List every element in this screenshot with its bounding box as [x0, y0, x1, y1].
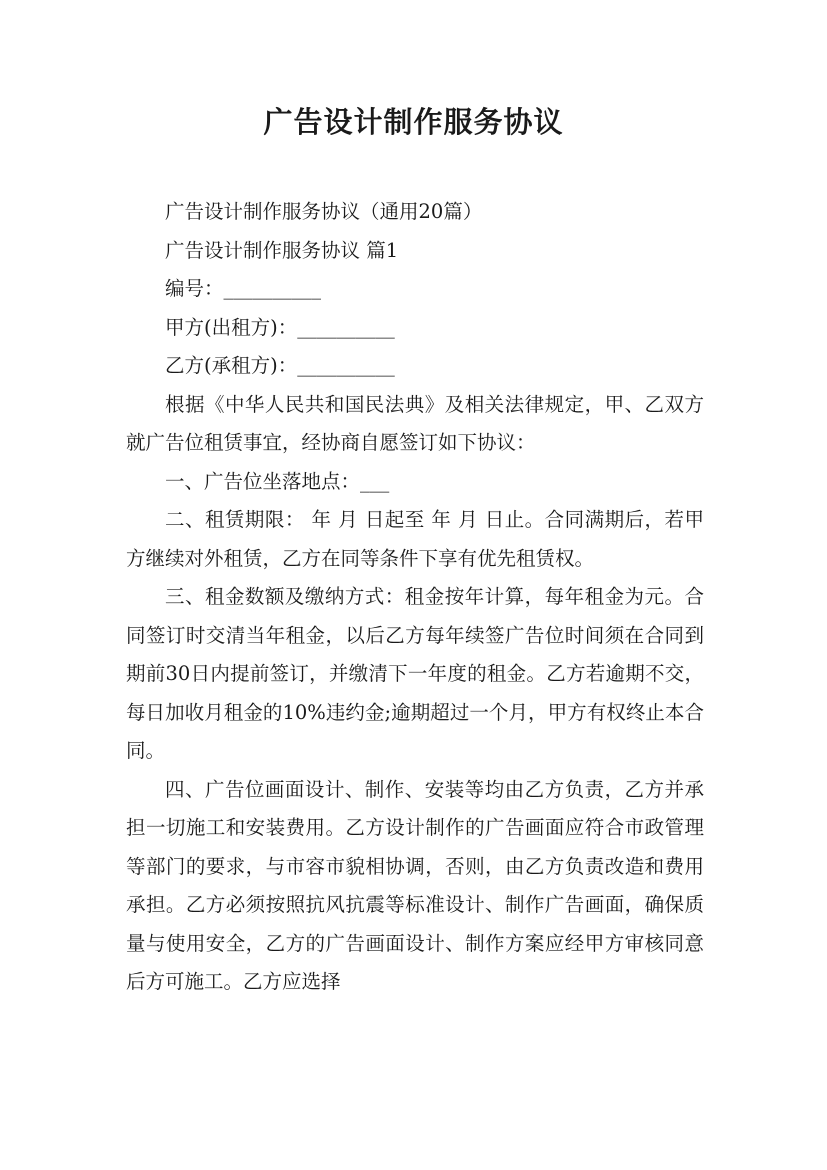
document-title: 广告设计制作服务协议	[263, 105, 564, 139]
paragraph-party-a-field: 甲方(出租方)：__________	[165, 315, 395, 339]
paragraph-subtitle: 广告设计制作服务协议（通用20篇）	[165, 200, 483, 223]
paragraph-section-heading: 广告设计制作服务协议 篇1	[165, 238, 399, 262]
document-body	[126, 193, 704, 1002]
paragraph-preamble: 根据《中华人民共和国民法典》及相关法律规定，甲、乙双方就广告位租赁事宜，经协商自愿签订如下协议：	[126, 392, 704, 454]
paragraph-clause-2: 二、租赁期限： 年 月 日起至 年 月 日止。合同满期后，若甲方继续对外租赁，乙方在同等条件下享有优先租赁权。	[126, 508, 704, 570]
paragraph-clause-4: 四、广告位画面设计、制作、安装等均由乙方负责，乙方并承担一切施工和安装费用。乙方设计制作的广告画面应符合市政管理等部门的要求，与市容市貌相协调，否则，由乙方负责改造和费用承担。乙方必须按照抗风抗震等标准设计、制作广告画面，确保质量与使用安全，乙方的广告画面设计、制作方案应经甲方审核同意后方可施工。乙方应选择	[126, 777, 704, 993]
paragraph-party-b-field: 乙方(承租方)：__________	[165, 354, 395, 377]
paragraph-number-field: 编号：__________	[165, 277, 322, 300]
paragraph-clause-1: 一、广告位坐落地点：___	[165, 469, 390, 493]
paragraph-clause-3: 三、租金数额及缴纳方式：租金按年计算，每年租金为元。合同签订时交清当年租金，以后乙方每年续签广告位时间须在合同到期前30日内提前签订，并缴清下一年度的租金。乙方若逾期不交，每日加收月租金的10%违约金;逾期超过一个月，甲方有权终止本合同。	[126, 585, 704, 762]
